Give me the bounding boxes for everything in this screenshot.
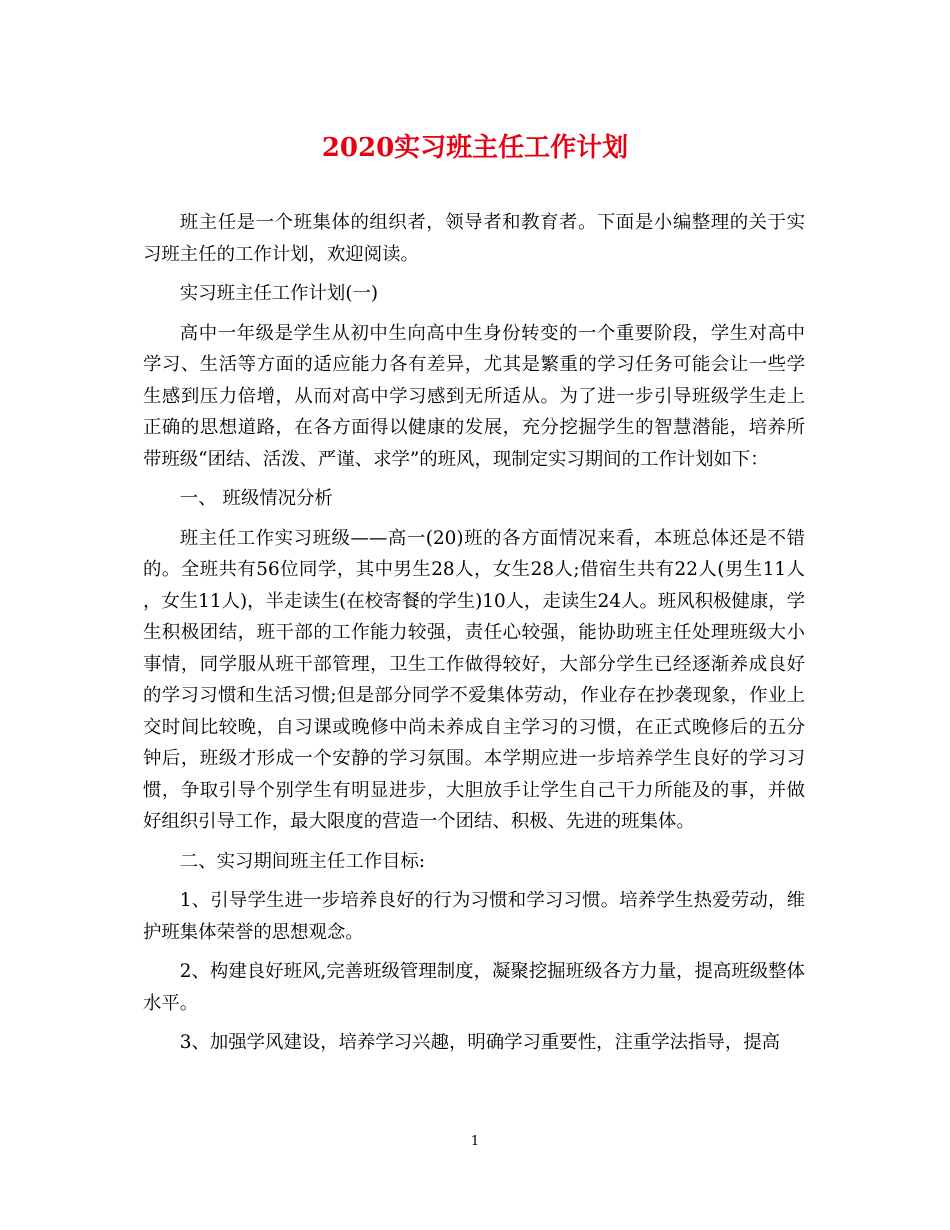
list-item-goal-1: 1、引导学生进一步培养良好的行为习惯和学习习惯。培养学生热爱劳动，维护班集体荣誉的思想观念。	[143, 890, 805, 943]
list-item-goal-2: 2、构建良好班风,完善班级管理制度，凝聚挖掘班级各方力量，提高班级整体水平。	[143, 961, 805, 1014]
paragraph-background: 高中一年级是学生从初中生向高中生身份转变的一个重要阶段，学生对高中学习、生活等方面的适应能力各有差异，尤其是繁重的学习任务可能会让一些学生感到压力倍增，从而对高中学习感到无所适从。为了进一步引导班级学生走上正确的思想道路，在各方面得以健康的发展，充分挖掘学生的智慧潜能，培养所带班级“团结、活泼、严谨、求学”的班风，现制定实习期间的工作计划如下：	[143, 322, 805, 470]
section-heading-work-goals: 二、实习期间班主任工作目标:	[179, 850, 426, 872]
list-item-goal-3: 3、加强学风建设，培养学习兴趣，明确学习重要性，注重学法指导，提高	[179, 1032, 780, 1053]
document-body	[143, 207, 805, 1067]
paragraph-plan-heading: 实习班主任工作计划(一)	[179, 283, 379, 304]
section-heading-class-analysis: 一、 班级情况分析	[179, 488, 333, 509]
paragraph-class-analysis: 班主任工作实习班级——高一(20)班的各方面情况来看，本班总体还是不错的。全班共有56位同学，其中男生28人，女生28人;借宿生共有22人(男生11人，女生11人)，半走读生(在校寄餐的学生)10人，走读生24人。班风积极健康，学生积极团结，班干部的工作能力较强，责任心较强，能协助班主任处理班级大小事情，同学服从班干部管理，卫生工作做得较好，大部分学生已经逐渐养成良好的学习习惯和生活习惯;但是部分同学不爱集体劳动，作业存在抄袭现象，作业上交时间比较晚，自习课或晚修中尚未养成自主学习的习惯，在正式晚修后的五分钟后，班级才形成一个安静的学习氛围。本学期应进一步培养学生良好的学习习惯，争取引导个别学生有明显进步，大胆放手让学生自己干力所能及的事，并做好组织引导工作，最大限度的营造一个团结、积极、先进的班集体。	[143, 527, 805, 832]
page-number: 1	[470, 1134, 480, 1149]
paragraph-intro: 班主任是一个班集体的组织者，领导者和教育者。下面是小编整理的关于实习班主任的工作计划，欢迎阅读。	[143, 212, 805, 265]
document-title: 2020实习班主任工作计划	[321, 133, 629, 163]
